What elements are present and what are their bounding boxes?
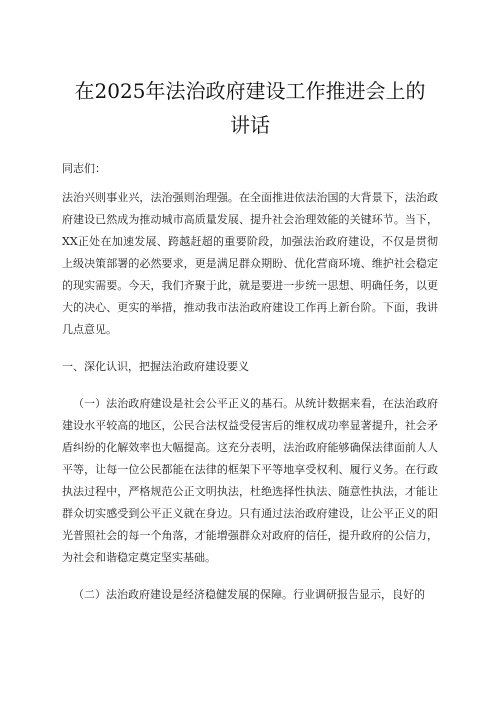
title-line-2: 讲话 <box>230 113 270 137</box>
intro-paragraph: 法治兴则事业兴，法治强则治理强。在全面推进依法治国的大背景下，法治政府建设已然成为推动城市高质量发展、提升社会治理效能的关键环节。当下，XX正处在加速发展、跨越赶超的重要阶段，加强法治政府建设，不仅是贯彻上级决策部署的必然要求，更是满足群众期盼、优化营商环境、维护社会稳定的现实需要。今天，我们齐聚于此，就是要进一步统一思想、明确任务，以更大的决心、更实的举措，推动我市法治政府建设工作再上新台阶。下面，我讲几点意见。 <box>62 191 438 336</box>
document-title <box>62 74 438 142</box>
salutation: 同志们： <box>62 162 106 175</box>
subsection-paragraph-2: （二）法治政府建设是经济稳健发展的保障。行业调研报告显示，良好的 <box>73 588 425 601</box>
section-heading-1: 一、深化认识，把握法治政府建设要义 <box>62 360 249 373</box>
title-line-1: 在2025年法治政府建设工作推进会上的 <box>74 79 426 103</box>
subsection-paragraph-1: （一）法治政府建设是社会公平正义的基石。从统计数据来看，在法治政府建设水平较高的地区，公民合法权益受侵害后的维权成功率显著提升，社会矛盾纠纷的化解效率也大幅提高。这充分表明，法治政府能够确保法律面前人人平等，让每一位公民都能在法律的框架下平等地享受权利、履行义务。在行政执法过程中，严格规范公正文明执法，杜绝选择性执法、随意性执法，才能让群众切实感受到公平正义就在身边。只有通过法治政府建设，让公平正义的阳光普照社会的每一个角落，才能增强群众对政府的信任，提升政府的公信力，为社会和谐稳定奠定坚实基础。 <box>62 397 438 564</box>
